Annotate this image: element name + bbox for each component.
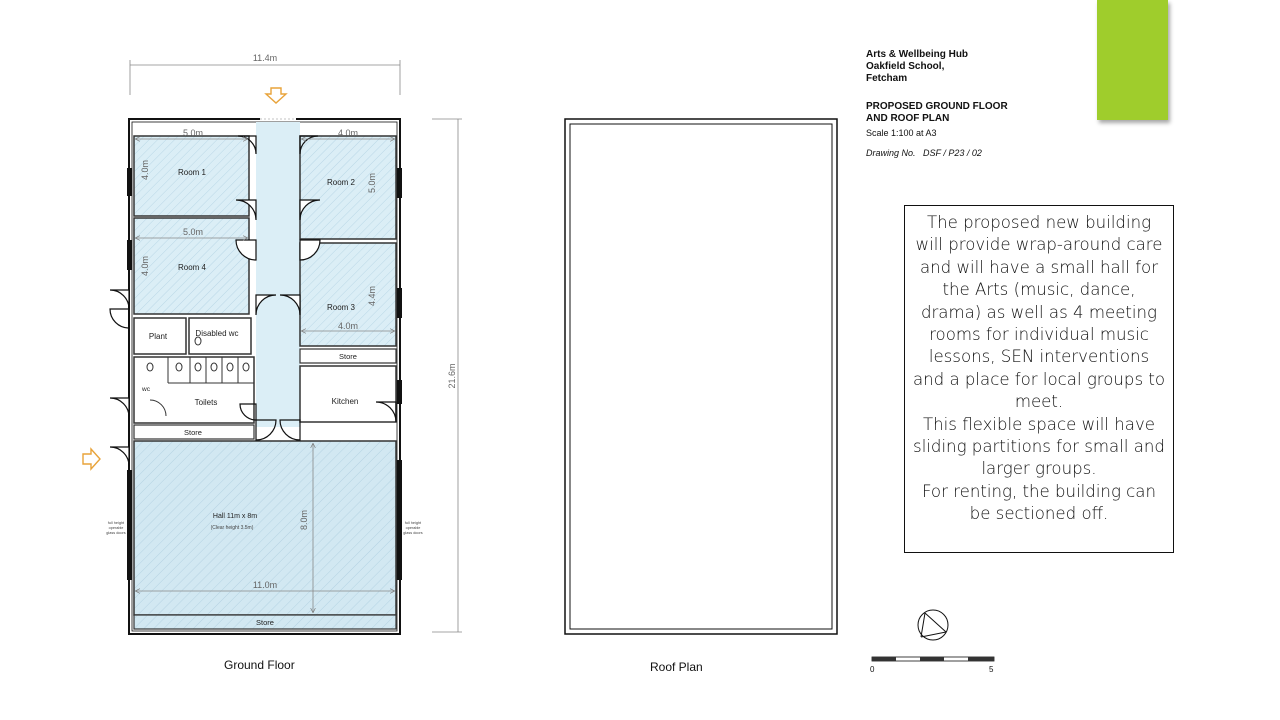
wc-label: wc xyxy=(142,386,150,393)
description-paragraph-1: The proposed new building will provide wrap-around care and will have a small hall for the Arts (music, dance, drama) as well as 4 meeting rooms for individual music lessons, SEN interventions and a place for local groups to meet. xyxy=(912,213,1166,412)
scale-bar-start-label: 0 xyxy=(870,665,875,674)
hall-note: (Clear height 3.5m) xyxy=(210,525,254,531)
hall-label: Hall 11m x 8m xyxy=(212,513,258,520)
kitchen-label: Kitchen xyxy=(331,397,359,406)
overall-width-dimension xyxy=(130,60,400,95)
project-line-3: Fetcham xyxy=(866,73,908,84)
roof-plan-outline xyxy=(565,119,837,634)
left-wall-note-line: full height xyxy=(107,521,125,525)
room-3-width-label: 4.0m xyxy=(337,321,359,331)
project-line-1: Arts & Wellbeing Hub xyxy=(866,49,969,60)
hall-depth-label: 8.0m xyxy=(299,509,309,531)
description-paragraph-3: For renting, the building can be sectioned off. xyxy=(921,481,1156,524)
room-4-depth-label: 4.0m xyxy=(140,255,150,277)
room-2-depth-label: 5.0m xyxy=(367,172,377,194)
room-4-width-label: 5.0m xyxy=(182,227,204,237)
entrance-arrow-icon xyxy=(83,449,100,469)
ground-floor-caption: Ground Floor xyxy=(224,658,295,672)
overall-length-label: 21.6m xyxy=(447,363,457,389)
entrance-arrow-icon xyxy=(266,88,286,103)
overall-width-label: 11.4m xyxy=(252,53,278,63)
project-line-2: Oakfield School, xyxy=(866,61,945,72)
room-2-label: Room 2 xyxy=(326,178,356,187)
hall-width-label: 11.0m xyxy=(252,580,278,590)
left-wall-note-line: glass doors xyxy=(106,531,126,535)
room-2-width-label: 4.0m xyxy=(337,128,359,138)
plan-title-line-1: PROPOSED GROUND FLOOR xyxy=(866,101,1008,112)
room-1-label: Room 1 xyxy=(177,168,207,177)
room-2 xyxy=(300,136,396,239)
store-bottom-label: Store xyxy=(256,618,274,627)
description-paragraph-2: This flexible space will have sliding partitions for small and larger groups. xyxy=(913,414,1165,479)
scale-bar-end-label: 5 xyxy=(989,665,994,674)
right-wall-note xyxy=(403,521,423,535)
kitchen xyxy=(300,366,396,422)
left-wall-note xyxy=(106,521,126,535)
room-1-depth-label: 4.0m xyxy=(140,159,150,181)
scale-bar xyxy=(872,657,994,661)
toilets-label: Toilets xyxy=(194,398,218,407)
right-wall-note-line: operable xyxy=(405,526,421,530)
right-wall-note-line: glass doors xyxy=(403,531,423,535)
corridor xyxy=(256,122,300,427)
right-wall-note-line: full height xyxy=(404,521,422,525)
left-wall-note-line: operable xyxy=(108,526,124,530)
plan-title-line-2: AND ROOF PLAN xyxy=(866,113,950,124)
room-1-width-label: 5.0m xyxy=(182,128,204,138)
disabled-wc-label: Disabled wc xyxy=(195,329,239,338)
north-arrow-icon xyxy=(918,610,948,640)
plant-label: Plant xyxy=(148,332,168,341)
room-3-label: Room 3 xyxy=(326,303,356,312)
store-right-label: Store xyxy=(339,352,357,361)
roof-plan-caption: Roof Plan xyxy=(650,660,703,674)
room-3-depth-label: 4.4m xyxy=(367,285,377,307)
room-4-label: Room 4 xyxy=(177,263,207,272)
store-middle-label: Store xyxy=(184,428,202,437)
scale-note: Scale 1:100 at A3 xyxy=(866,128,937,138)
drawing-number: Drawing No. DSF / P23 / 02 xyxy=(866,148,982,158)
